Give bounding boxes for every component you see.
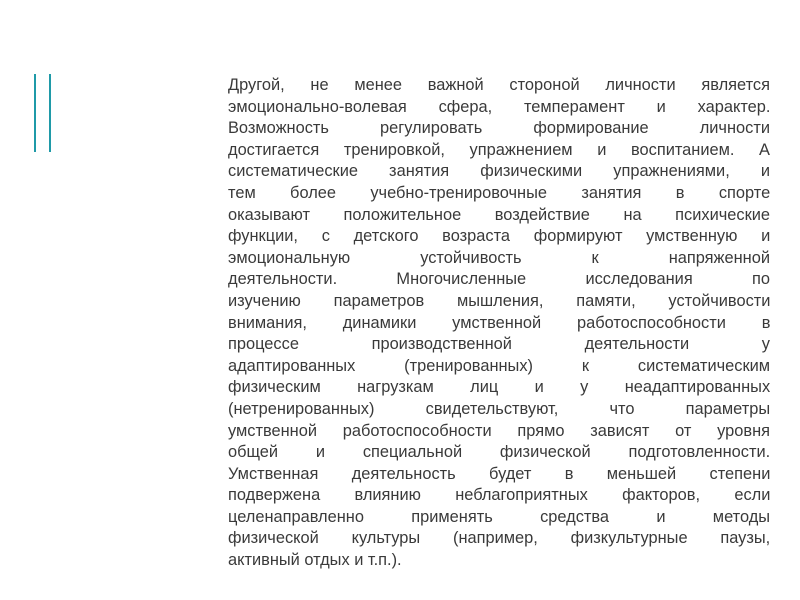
paragraph-line: целенаправленно применять средства и методы <box>228 507 771 526</box>
paragraph-line: адаптированных (тренированных) к систематическим <box>228 356 771 375</box>
paragraph-line: Возможность регулировать формирование личности <box>228 119 770 138</box>
accent-bars <box>34 74 54 152</box>
paragraph-line: эмоциональную устойчивость к напряженной <box>228 248 770 267</box>
paragraph-line: процессе производственной деятельности у <box>228 335 770 354</box>
paragraph-line: Умственная деятельность будет в меньшей степени <box>228 464 771 483</box>
paragraph-line: достигается тренировкой, упражнением и воспитанием. А <box>228 140 770 159</box>
accent-bar-left <box>34 74 36 152</box>
paragraph-line: функции, с детского возраста формируют умственную и <box>228 227 771 246</box>
paragraph-line: систематические занятия физическими упражнениями, и <box>228 162 770 181</box>
paragraph-line: умственной работоспособности прямо зависят от уровня <box>228 421 770 440</box>
body-paragraph <box>228 75 770 572</box>
paragraph-line: (нетренированных) свидетельствуют, что параметры <box>228 399 771 418</box>
paragraph-line: физической культуры (например, физкультурные паузы, <box>228 529 771 548</box>
paragraph-line: деятельности. Многочисленные исследования по <box>228 270 770 289</box>
accent-bar-right <box>49 74 51 152</box>
paragraph-line: эмоционально-волевая сфера, темперамент и характер. <box>228 97 771 116</box>
paragraph-line: подвержена влиянию неблагоприятных факторов, если <box>228 486 771 505</box>
paragraph-line: тем более учебно-тренировочные занятия в спорте <box>228 183 771 202</box>
paragraph-line: внимания, динамики умственной работоспособности в <box>228 313 771 332</box>
paragraph-line: Другой, не менее важной стороной личности является <box>228 76 770 94</box>
paragraph-line: физическим нагрузкам лиц и у неадаптированных <box>228 378 771 397</box>
paragraph-line: оказывают положительное воздействие на психические <box>228 205 771 224</box>
paragraph-line: изучению параметров мышления, памяти, устойчивости <box>228 291 771 310</box>
paragraph-line: активный отдых и т.п.). <box>228 551 402 570</box>
paragraph-line: общей и специальной физической подготовленности. <box>228 443 771 462</box>
